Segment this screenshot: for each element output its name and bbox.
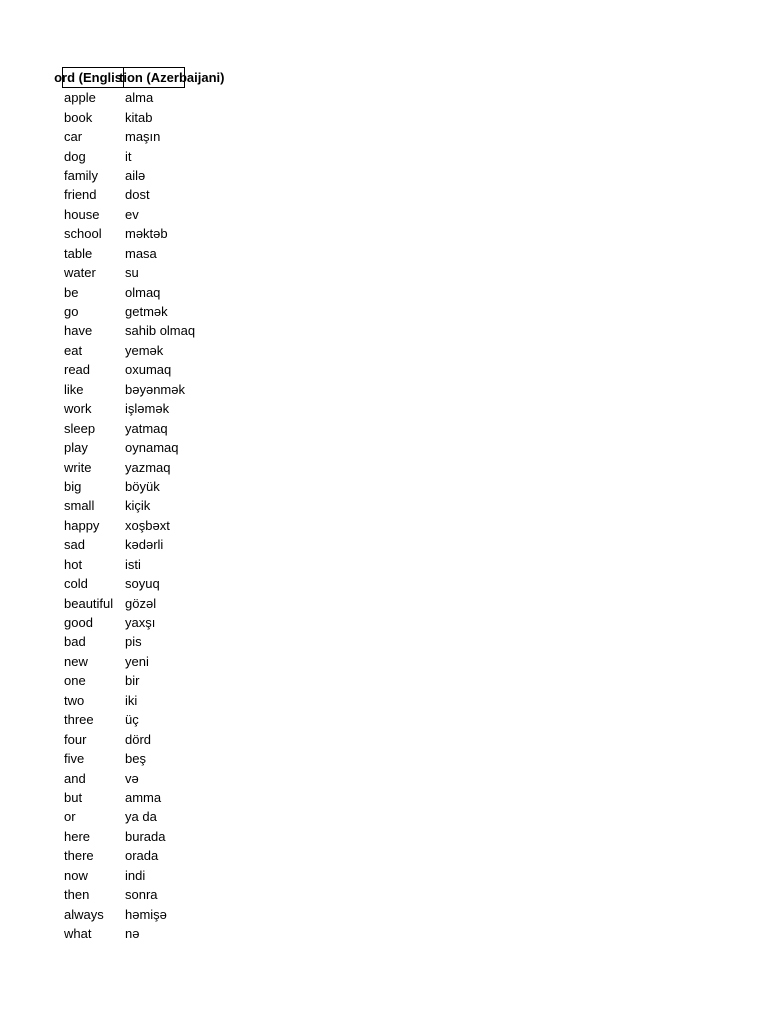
table-row — [62, 535, 243, 554]
english-word-cell[interactable]: small — [64, 498, 95, 514]
english-word-cell[interactable]: house — [64, 206, 100, 222]
table-row — [62, 516, 243, 535]
english-word-cell[interactable]: and — [64, 770, 86, 786]
english-word-cell[interactable]: dog — [64, 148, 86, 164]
azerbaijani-word-cell[interactable]: burada — [125, 828, 166, 844]
english-word-cell[interactable]: book — [64, 109, 93, 125]
table-row — [62, 496, 243, 515]
table-row — [62, 632, 243, 651]
english-word-cell[interactable]: one — [64, 673, 86, 689]
table-row — [62, 88, 243, 107]
english-word-cell[interactable]: now — [64, 867, 88, 883]
table-row — [62, 302, 243, 321]
english-word-cell[interactable]: or — [64, 809, 76, 825]
azerbaijani-word-cell[interactable]: böyük — [125, 478, 160, 494]
azerbaijani-word-cell[interactable]: dost — [125, 187, 150, 203]
azerbaijani-word-cell[interactable]: masa — [125, 245, 157, 261]
table-row — [62, 166, 243, 185]
table-row — [62, 671, 243, 690]
english-word-cell[interactable]: cold — [64, 576, 88, 592]
table-row — [62, 360, 243, 379]
english-word-cell[interactable]: play — [64, 440, 88, 456]
azerbaijani-word-cell[interactable]: sonra — [125, 887, 158, 903]
azerbaijani-word-cell[interactable]: orada — [125, 848, 159, 864]
english-word-cell[interactable]: sad — [64, 537, 85, 553]
table-row — [62, 904, 243, 923]
english-word-cell[interactable]: apple — [64, 90, 96, 106]
header-azerbaijani-label: tion (Azerbaijani) — [119, 70, 225, 85]
azerbaijani-word-cell[interactable]: indi — [125, 867, 146, 883]
table-row — [62, 749, 243, 768]
table-row — [62, 866, 243, 885]
azerbaijani-word-cell[interactable]: bəyənmək — [125, 381, 185, 397]
english-word-cell[interactable]: be — [64, 284, 79, 300]
header-cell-english[interactable] — [54, 67, 124, 88]
english-word-cell[interactable]: go — [64, 304, 79, 320]
table-row — [62, 457, 243, 476]
table-row — [62, 418, 243, 437]
azerbaijani-word-cell[interactable]: getmək — [125, 304, 168, 320]
table-row — [62, 321, 243, 340]
table-row — [62, 613, 243, 632]
azerbaijani-word-cell[interactable]: yemək — [125, 342, 164, 358]
english-word-cell[interactable]: then — [64, 887, 90, 903]
table-row — [62, 885, 243, 904]
english-word-cell[interactable]: what — [64, 926, 92, 942]
azerbaijani-word-cell[interactable]: amma — [125, 789, 162, 805]
table-row — [62, 710, 243, 729]
azerbaijani-word-cell[interactable]: yazmaq — [125, 459, 171, 475]
table-row — [62, 127, 243, 146]
english-word-cell[interactable]: friend — [64, 187, 97, 203]
word-list — [62, 88, 243, 943]
english-word-cell[interactable]: three — [64, 712, 94, 728]
table-row — [62, 438, 243, 457]
table-row — [62, 574, 243, 593]
english-word-cell[interactable]: like — [64, 381, 84, 397]
english-word-cell[interactable]: big — [64, 478, 82, 494]
azerbaijani-word-cell[interactable]: nə — [125, 926, 140, 942]
english-word-cell[interactable]: car — [64, 129, 83, 145]
vocabulary-sheet — [54, 67, 262, 942]
english-word-cell[interactable]: new — [64, 653, 88, 669]
azerbaijani-word-cell[interactable]: kiçik — [125, 498, 151, 514]
english-word-cell[interactable]: good — [64, 615, 93, 631]
english-word-cell[interactable]: school — [64, 226, 102, 242]
table-row — [62, 768, 243, 787]
table-row — [62, 341, 243, 360]
table-row — [62, 691, 243, 710]
azerbaijani-word-cell[interactable]: üç — [125, 712, 139, 728]
english-word-cell[interactable]: always — [64, 906, 104, 922]
english-word-cell[interactable]: have — [64, 323, 93, 339]
english-word-cell[interactable]: beautiful — [64, 595, 114, 611]
table-row — [62, 244, 243, 263]
azerbaijani-word-cell[interactable]: məktəb — [125, 226, 168, 242]
table-row — [62, 729, 243, 748]
table-row — [62, 807, 243, 826]
azerbaijani-word-cell[interactable]: ya da — [125, 809, 157, 825]
azerbaijani-word-cell[interactable]: bir — [125, 673, 140, 689]
table-row — [62, 107, 243, 126]
azerbaijani-word-cell[interactable]: ailə — [125, 167, 146, 183]
table-row — [62, 788, 243, 807]
azerbaijani-word-cell[interactable]: yeni — [125, 653, 149, 669]
azerbaijani-word-cell[interactable]: oxumaq — [125, 362, 172, 378]
azerbaijani-word-cell[interactable]: olmaq — [125, 284, 161, 300]
azerbaijani-word-cell[interactable]: həmişə — [125, 906, 167, 922]
azerbaijani-word-cell[interactable]: pis — [125, 634, 142, 650]
table-row — [62, 282, 243, 301]
table-row — [62, 205, 243, 224]
english-word-cell[interactable]: bad — [64, 634, 86, 650]
header-cell-azerbaijani[interactable] — [119, 67, 225, 88]
azerbaijani-word-cell[interactable]: dörd — [125, 731, 152, 747]
azerbaijani-word-cell[interactable]: isti — [125, 556, 141, 572]
azerbaijani-word-cell[interactable]: kitab — [125, 109, 153, 125]
azerbaijani-word-cell[interactable]: xoşbəxt — [125, 517, 170, 533]
table-row — [62, 263, 243, 282]
azerbaijani-word-cell[interactable]: kədərli — [125, 537, 164, 553]
azerbaijani-word-cell[interactable]: iki — [125, 692, 138, 708]
table-row — [62, 652, 243, 671]
table-row — [62, 846, 243, 865]
english-word-cell[interactable]: two — [64, 692, 85, 708]
azerbaijani-word-cell[interactable]: işləmək — [125, 401, 170, 417]
table-row — [62, 380, 243, 399]
azerbaijani-word-cell[interactable]: su — [125, 265, 139, 281]
azerbaijani-word-cell[interactable]: ev — [125, 206, 139, 222]
english-word-cell[interactable]: work — [64, 401, 92, 417]
azerbaijani-word-cell[interactable]: it — [125, 148, 132, 164]
english-word-cell[interactable]: water — [64, 265, 96, 281]
azerbaijani-word-cell[interactable]: soyuq — [125, 576, 160, 592]
table-row — [62, 399, 243, 418]
english-word-cell[interactable]: four — [64, 731, 87, 747]
table-row — [62, 827, 243, 846]
english-word-cell[interactable]: write — [64, 459, 92, 475]
english-word-cell[interactable]: hot — [64, 556, 83, 572]
english-word-cell[interactable]: here — [64, 828, 91, 844]
table-row — [62, 924, 243, 943]
azerbaijani-word-cell[interactable]: gözəl — [125, 595, 157, 611]
azerbaijani-word-cell[interactable]: sahib olmaq — [125, 323, 196, 339]
english-word-cell[interactable]: table — [64, 245, 93, 261]
azerbaijani-word-cell[interactable]: yaxşı — [125, 615, 156, 631]
table-row — [62, 185, 243, 204]
header-english-label: ord (Englis — [54, 70, 122, 85]
english-word-cell[interactable]: five — [64, 751, 85, 767]
english-word-cell[interactable]: there — [64, 848, 94, 864]
table-row — [62, 224, 243, 243]
table-row — [62, 146, 243, 165]
azerbaijani-word-cell[interactable]: və — [125, 770, 139, 786]
azerbaijani-word-cell[interactable]: alma — [125, 90, 154, 106]
table-row — [62, 555, 243, 574]
english-word-cell[interactable]: sleep — [64, 420, 96, 436]
english-word-cell[interactable]: read — [64, 362, 91, 378]
english-word-cell[interactable]: family — [64, 167, 98, 183]
azerbaijani-word-cell[interactable]: beş — [125, 751, 146, 767]
table-row — [62, 593, 243, 612]
azerbaijani-word-cell[interactable]: maşın — [125, 129, 161, 145]
azerbaijani-word-cell[interactable]: oynamaq — [125, 440, 179, 456]
header-row — [54, 67, 262, 89]
table-row — [62, 477, 243, 496]
english-word-cell[interactable]: eat — [64, 342, 83, 358]
english-word-cell[interactable]: but — [64, 789, 83, 805]
english-word-cell[interactable]: happy — [64, 517, 100, 533]
azerbaijani-word-cell[interactable]: yatmaq — [125, 420, 168, 436]
